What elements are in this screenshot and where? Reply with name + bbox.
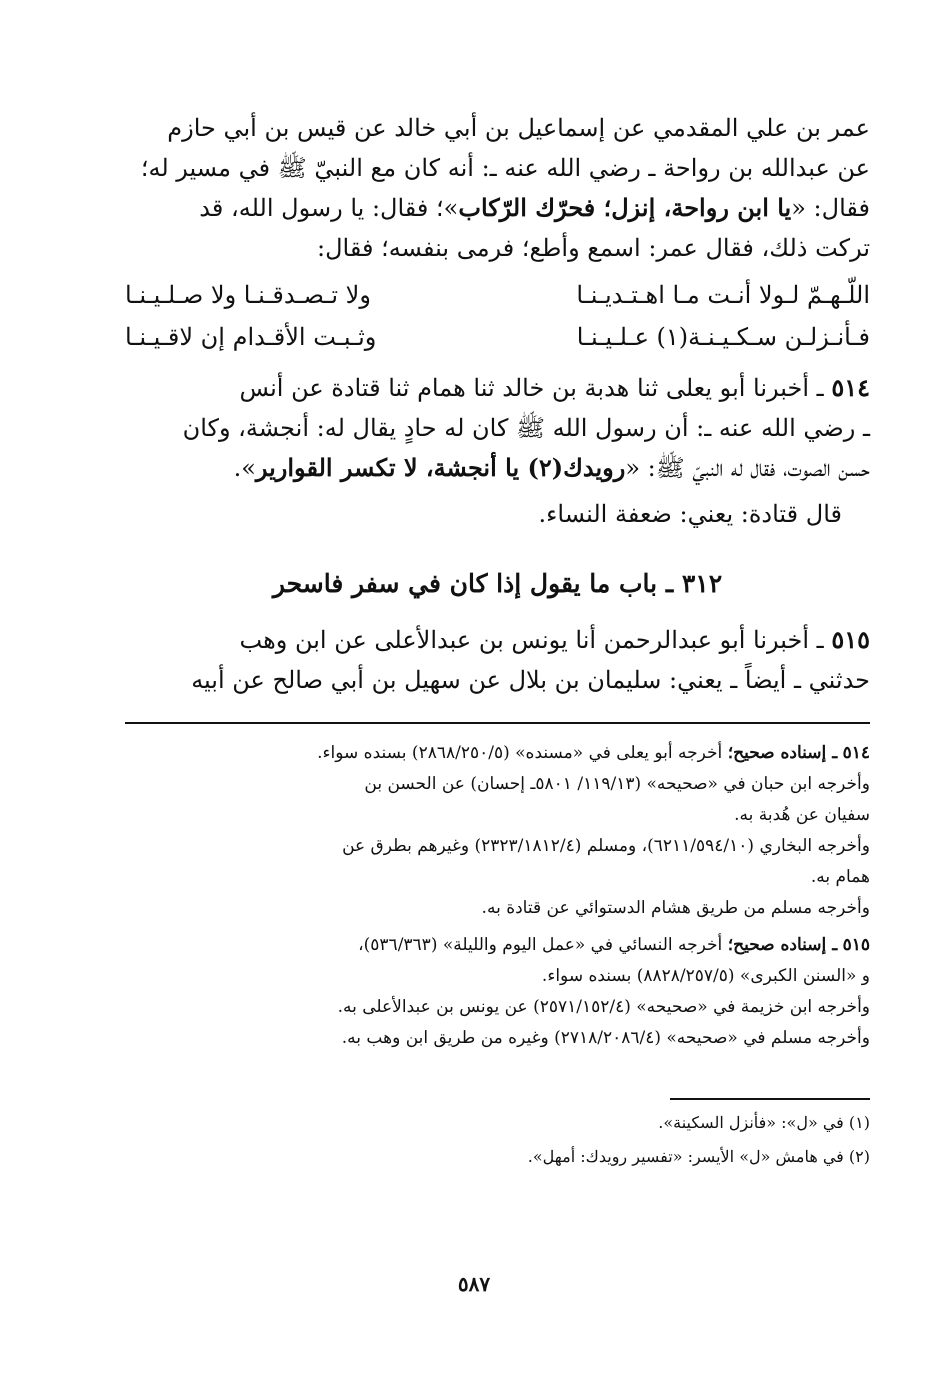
note-line: وأخرجه البخاري (٦٢١١/٥٩٤/١٠)، ومسلم (٢٣٢٣/١٨١٢/٤) وغيرهم بطرق عن	[342, 836, 870, 856]
poem-verse	[125, 274, 870, 316]
note-line: وأخرجه ابن خزيمة في «صحيحه» (٢٥٧١/١٥٢/٤) عن يونس بن عبدالأعلى به.	[337, 997, 870, 1017]
note-number: ٥١٤	[842, 743, 870, 763]
book-page	[125, 108, 870, 1348]
text-span: أخرجه النسائي في «عمل اليوم والليلة» (٥٣٦/٣٦٣)،	[358, 935, 723, 955]
footnotes-divider	[670, 1098, 870, 1100]
chapter-heading: ٣١٢ ـ باب ما يقول إذا كان في سفر فاسحر	[272, 569, 723, 598]
grading-label: ـ إسناده صحيح؛	[727, 743, 838, 763]
note-line: وأخرجه ابن حبان في «صحيحه» (١١٩/١٣/ ٥٨٠١ـ إحسان) عن الحسن بن	[364, 774, 870, 794]
hadith-quote: يا ابن رواحة، إنزل؛ فحرّك الرّكاب	[458, 193, 792, 222]
text-span: ـ أخبرنا أبو عبدالرحمن أنا يونس بن عبدالأعلى عن ابن وهب	[239, 626, 824, 654]
note-line: همام به.	[810, 867, 870, 887]
footnotes	[125, 1106, 870, 1174]
note-line	[125, 930, 870, 961]
hadith-515-line	[125, 620, 870, 660]
text-line: ـ رضي الله عنه ـ: أن رسول الله ﷺ كان له حادٍ يقال له: أنجشة، وكان	[182, 414, 870, 442]
main-text	[125, 108, 870, 700]
poem-hemistich: اللّـهـمّ لـولا أنـت مـا اهـتـديـنـا	[576, 281, 870, 309]
poem-hemistich: وثـبـت الأقـدام إن لاقـيـنـا	[125, 323, 377, 351]
text-line: عن عبدالله بن رواحة ـ رضي الله عنه ـ: أنه كان مع النبيّ ﷺ في مسير له؛	[140, 154, 870, 182]
commentary-notes	[125, 738, 870, 1054]
hadith-514-line	[125, 368, 870, 408]
footnote: (٢) في هامش «ل» الأيسر: «تفسير رويدك: أمهل».	[527, 1147, 870, 1166]
note-line: وأخرجه مسلم في «صحيحه» (٢٧١٨/٢٠٨٦/٤) وغيره من طريق ابن وهب به.	[341, 1028, 870, 1048]
text-line	[125, 188, 870, 228]
text-span: ».	[233, 454, 256, 482]
text-line: حدثني ـ أيضاً ـ يعني: سليمان بن بلال عن سهيل بن أبي صالح عن أبيه	[191, 666, 870, 694]
text-span: »؛ فقال: يا رسول الله، قد	[199, 194, 459, 222]
poem	[125, 274, 870, 358]
note-line: سفيان عن هُدبة به.	[734, 805, 870, 825]
page-number: ٥٨٧	[457, 1272, 491, 1296]
poem-verse	[125, 316, 870, 358]
text-line: عمر بن علي المقدمي عن إسماعيل بن أبي خالد عن قيس بن أبي حازم	[167, 114, 870, 142]
hadith-number: ٥١٤	[831, 373, 870, 402]
note-line: وأخرجه مسلم من طريق هشام الدستوائي عن قتادة به.	[481, 898, 870, 918]
text-span: ـ أخبرنا أبو يعلى ثنا هدبة بن خالد ثنا همام ثنا قتادة عن أنس	[239, 374, 824, 402]
text-line: تركت ذلك، فقال عمر: اسمع وأطع؛ فرمى بنفسه؛ فقال:	[317, 234, 870, 262]
notes-divider	[125, 722, 870, 724]
text-line	[125, 448, 870, 488]
text-span: أخرجه أبو يعلى في «مسنده» (٢٨٦٨/٢٥٠/٥) بسنده سواء.	[317, 743, 723, 763]
footnote: (١) في «ل»: «فأنزل السكينة».	[658, 1113, 870, 1132]
poem-hemistich: ولا تـصـدقـنـا ولا صـلـيـنـا	[125, 281, 371, 309]
poem-hemistich: فـأنـزلـن سـكـيـنـة(١) عـلـيـنـا	[576, 323, 870, 351]
note-number: ٥١٥	[842, 935, 870, 955]
note-line	[125, 738, 870, 769]
text-span: حسن الصوت، فقال له النبيّ ﷺ: «	[625, 454, 870, 482]
note-line: و «السنن الكبرى» (٨٨٢٨/٢٥٧/٥) بسنده سواء.	[541, 966, 870, 986]
text-span: فقال: «	[791, 194, 870, 222]
grading-label: ـ إسناده صحيح؛	[727, 935, 838, 955]
hadith-number: ٥١٥	[831, 625, 870, 654]
hadith-quote: رويدك(٢) يا أنجشة، لا تكسر القوارير	[255, 453, 626, 482]
text-line: قال قتادة: يعني: ضعفة النساء.	[538, 500, 842, 528]
